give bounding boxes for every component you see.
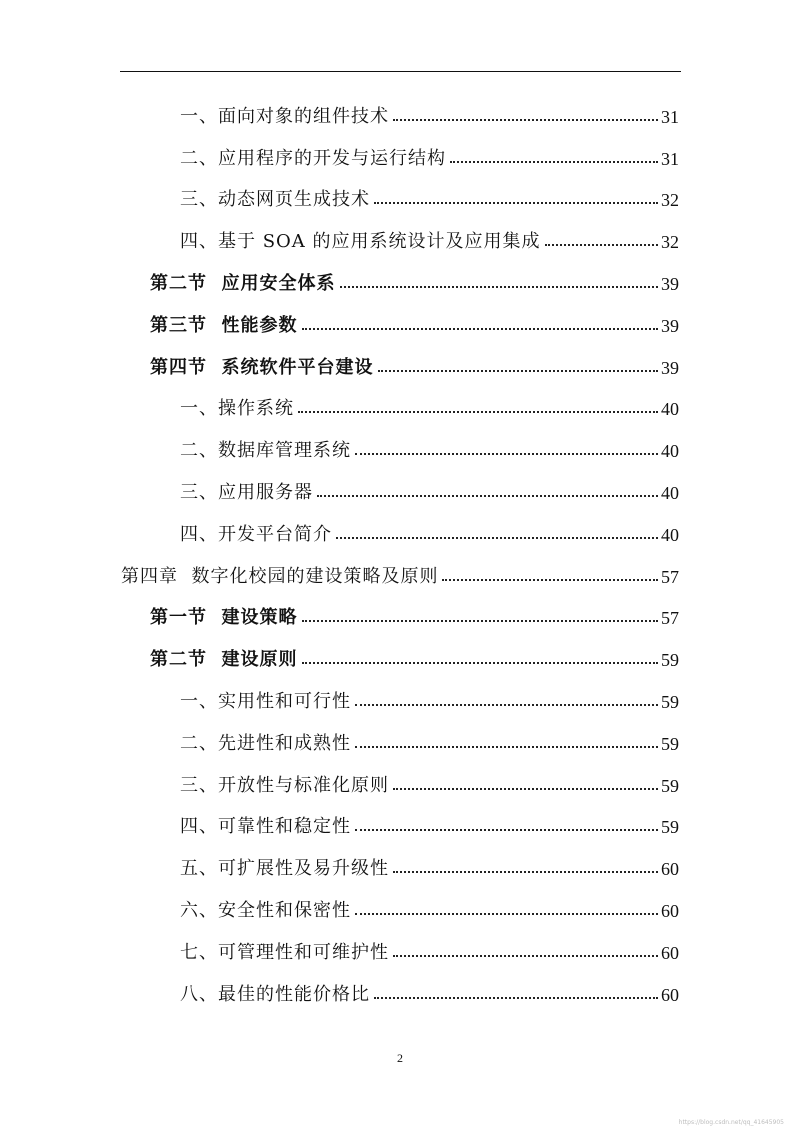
toc-entry[interactable] bbox=[0, 848, 800, 890]
toc-entry-page: 59 bbox=[661, 733, 679, 754]
toc-section-entry[interactable] bbox=[0, 639, 800, 681]
toc-entry-title: 第二节 建设原则 bbox=[150, 649, 298, 671]
dot-leader bbox=[393, 119, 658, 121]
toc-entry[interactable] bbox=[0, 180, 800, 222]
dot-leader bbox=[355, 829, 658, 831]
toc-entry-title: 二、先进性和成熟性 bbox=[180, 732, 351, 754]
toc-entry-page: 59 bbox=[661, 650, 679, 671]
toc-entry[interactable] bbox=[0, 514, 800, 556]
toc-entry-title: 七、可管理性和可维护性 bbox=[180, 941, 389, 963]
toc-entry[interactable] bbox=[0, 932, 800, 974]
toc-entry[interactable] bbox=[0, 723, 800, 765]
dot-leader bbox=[374, 997, 658, 999]
toc-entry-title: 三、应用服务器 bbox=[180, 482, 313, 504]
toc-entry[interactable] bbox=[0, 221, 800, 263]
toc-entry-title: 一、面向对象的组件技术 bbox=[180, 105, 389, 127]
toc-entry-title: 五、可扩展性及易升级性 bbox=[180, 858, 389, 880]
toc-entry-title: 二、应用程序的开发与运行结构 bbox=[180, 147, 446, 169]
dot-leader bbox=[374, 202, 658, 204]
dot-leader bbox=[545, 244, 658, 246]
toc-entry-page: 59 bbox=[661, 775, 679, 796]
toc-section-entry[interactable] bbox=[0, 305, 800, 347]
toc-entry-page: 39 bbox=[661, 315, 679, 336]
dot-leader bbox=[302, 662, 658, 664]
toc-entry-title: 一、实用性和可行性 bbox=[180, 691, 351, 713]
toc-chapter-entry[interactable] bbox=[0, 556, 800, 598]
toc-entry-page: 57 bbox=[661, 608, 679, 629]
page-number: 2 bbox=[397, 1051, 403, 1065]
toc-entry-title: 二、数据库管理系统 bbox=[180, 440, 351, 462]
toc-section-entry[interactable] bbox=[0, 598, 800, 640]
toc-entry-title: 四、可靠性和稳定性 bbox=[180, 816, 351, 838]
toc-entry-title: 三、动态网页生成技术 bbox=[180, 189, 370, 211]
toc-entry-title: 第一节 建设策略 bbox=[150, 607, 298, 629]
toc-entry-page: 57 bbox=[661, 566, 679, 587]
toc-entry-title: 第三节 性能参数 bbox=[150, 314, 298, 336]
toc-entry-page: 59 bbox=[661, 817, 679, 838]
toc-entry-title: 第二节 应用安全体系 bbox=[150, 273, 336, 295]
toc-entry[interactable] bbox=[0, 430, 800, 472]
toc-entry-page: 60 bbox=[661, 901, 679, 922]
toc-entry-page: 40 bbox=[661, 441, 679, 462]
dot-leader bbox=[317, 495, 658, 497]
toc-entry[interactable] bbox=[0, 681, 800, 723]
toc-entry[interactable] bbox=[0, 807, 800, 849]
dot-leader bbox=[355, 913, 658, 915]
toc-entry-title: 一、操作系统 bbox=[180, 398, 294, 420]
dot-leader bbox=[302, 328, 658, 330]
dot-leader bbox=[302, 620, 658, 622]
toc-entry-title: 第四节 系统软件平台建设 bbox=[150, 356, 374, 378]
toc-entry-title: 四、基于 SOA 的应用系统设计及应用集成 bbox=[180, 231, 541, 253]
toc-entry-page: 39 bbox=[661, 274, 679, 295]
header-rule bbox=[120, 71, 681, 72]
toc-entry-page: 31 bbox=[661, 106, 679, 127]
dot-leader bbox=[393, 955, 658, 957]
toc-section-entry[interactable] bbox=[0, 263, 800, 305]
toc-entry[interactable] bbox=[0, 96, 800, 138]
toc-entry-title: 六、安全性和保密性 bbox=[180, 900, 351, 922]
toc-entry-page: 40 bbox=[661, 399, 679, 420]
dot-leader bbox=[355, 453, 658, 455]
toc-entry-page: 60 bbox=[661, 942, 679, 963]
toc-entry-page: 40 bbox=[661, 483, 679, 504]
dot-leader bbox=[393, 871, 658, 873]
toc-entry-page: 31 bbox=[661, 148, 679, 169]
toc-entry-page: 39 bbox=[661, 357, 679, 378]
table-of-contents bbox=[0, 96, 800, 1016]
dot-leader bbox=[340, 286, 658, 288]
dot-leader bbox=[336, 537, 658, 539]
dot-leader bbox=[450, 161, 658, 163]
toc-section-entry[interactable] bbox=[0, 347, 800, 389]
toc-entry-title: 八、最佳的性能价格比 bbox=[180, 983, 370, 1005]
toc-entry[interactable] bbox=[0, 389, 800, 431]
watermark-text: https://blog.csdn.net/qq_41645905 bbox=[678, 1119, 784, 1126]
dot-leader bbox=[298, 411, 658, 413]
toc-entry-title: 三、开放性与标准化原则 bbox=[180, 774, 389, 796]
toc-entry-title: 四、开发平台简介 bbox=[180, 523, 332, 545]
dot-leader bbox=[442, 579, 658, 581]
toc-entry-page: 60 bbox=[661, 859, 679, 880]
toc-entry[interactable] bbox=[0, 138, 800, 180]
dot-leader bbox=[378, 370, 658, 372]
toc-entry[interactable] bbox=[0, 890, 800, 932]
toc-entry[interactable] bbox=[0, 472, 800, 514]
toc-entry-title: 第四章 数字化校园的建设策略及原则 bbox=[121, 565, 439, 587]
toc-entry-page: 40 bbox=[661, 524, 679, 545]
toc-entry-page: 32 bbox=[661, 232, 679, 253]
dot-leader bbox=[355, 746, 658, 748]
toc-entry[interactable] bbox=[0, 765, 800, 807]
dot-leader bbox=[393, 788, 658, 790]
dot-leader bbox=[355, 704, 658, 706]
toc-entry-page: 60 bbox=[661, 984, 679, 1005]
toc-entry[interactable] bbox=[0, 974, 800, 1016]
toc-entry-page: 32 bbox=[661, 190, 679, 211]
toc-entry-page: 59 bbox=[661, 692, 679, 713]
